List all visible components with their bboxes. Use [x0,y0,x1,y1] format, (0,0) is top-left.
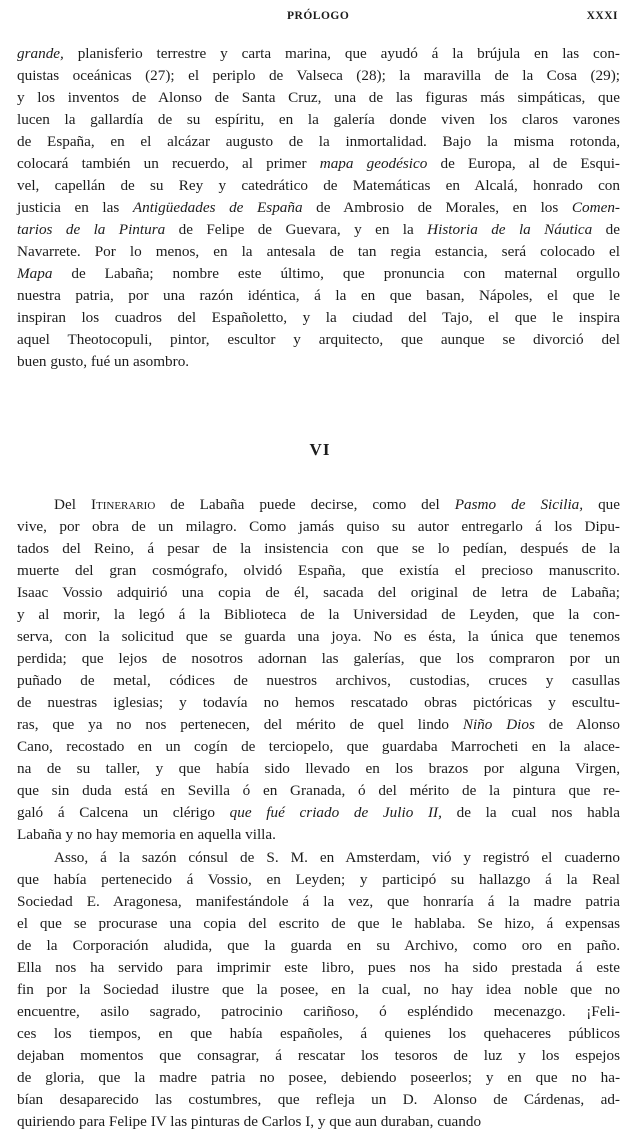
italic-text: Pasmo de Sicilia, [454,496,584,513]
text-run: de Europa, al de Esqui- [427,155,620,172]
text-line [17,175,620,197]
text-line [17,560,620,582]
text-line [17,626,620,648]
text-line [17,109,620,131]
text-run: aquel Theotocopuli, pintor, escultor y arquitecto, que aunque se divorció del [17,331,620,348]
text-run: colocará también un recuerdo, al primer [17,155,320,172]
text-run: quistas oceánicas (27); el periplo de Valseca (28); la maravilla de la Cosa (29); [17,67,620,84]
text-run: nuestra patria, por una razón idéntica, á la en que basan, Nápoles, el que le [17,287,620,304]
text-line [17,1089,620,1111]
text-line [17,913,620,935]
text-run: lucen la gallardía de su espíritu, en la galería donde viven los claros varones [17,111,620,128]
italic-text: Niño Dios [462,716,535,733]
text-line [17,494,620,516]
text-run: Labaña y no hay memoria en aquella villa. [17,826,276,843]
text-line [17,1067,620,1089]
text-run: ras, que ya no nos pertenecen, del mérito de quel lindo [17,716,463,733]
text-line [17,1111,620,1133]
text-run: Del [54,496,91,513]
text-line [17,1023,620,1045]
text-run: de la cual nos habla [441,804,621,821]
text-run: de España, en el alcázar augusto de la inmortalidad. Bajo la misma rotonda, [17,133,620,150]
text-run: inspiran los cuadros del Españoletto, y la ciudad del Tajo, el que le inspira [17,309,620,326]
text-line [17,979,620,1001]
text-line [17,582,620,604]
text-line [17,957,620,979]
text-line [17,736,620,758]
text-line [17,307,620,329]
text-run: vel, capellán de su Rey y catedrático de Matemáticas en Alcalá, honrado con [17,177,620,194]
text-run: de Ambrosio de Morales, en los [302,199,572,216]
text-run: Ella nos ha servido para imprimir este libro, pues nos ha sido prestada á este [17,959,620,976]
italic-text: tarios de la Pintura [17,221,166,238]
text-run: que sin duda está en Sevilla ó en Granada, ó del mérito de la pintura que re- [17,782,620,799]
text-line [17,891,620,913]
text-run: de Felipe de Guevara, y en la [165,221,428,238]
text-run: encuentre, asilo sagrado, patrocinio cariñoso, ó espléndido mecenazgo. ¡Feli- [17,1003,620,1020]
text-line [17,670,620,692]
text-line [17,780,620,802]
text-run: que [583,496,621,513]
text-line [17,802,620,824]
italic-text: Comen- [571,199,620,216]
text-run: Navarrete. Por lo menos, en la antesala de tan regia estancia, será colocado el [17,243,620,260]
text-run: galó á Calcena un clérigo [17,804,230,821]
text-line [17,285,620,307]
text-run: el que se procurase una copia del escrito de que le hablaba. Se hizo, á expensas [17,915,620,932]
paragraph-3 [17,847,620,1133]
text-line [17,824,620,846]
text-line [17,714,620,736]
section-heading: VI [309,440,331,459]
italic-text: Historia de la Náutica [427,221,593,238]
text-run: tados del Reino, á pesar de la insistencia con que se lo pedían, después de la [17,540,620,557]
italic-text: Antigüedades de España [132,199,303,216]
text-run: de Labaña; nombre este último, que pronuncia con maternal orgullo [52,265,620,282]
text-line [17,241,620,263]
text-line [17,516,620,538]
text-line [17,65,620,87]
text-run: serva, con la solicitud que se guarda una joya. No es ésta, la única que tenemos [17,628,620,645]
text-run: quiriendo para Felipe IV las pinturas de Carlos I, y que aun duraban, cuando [17,1113,482,1130]
text-line [17,869,620,891]
text-run: fin por la Sociedad ilustre que la posee, en la cual, no hay idea noble que no [17,981,620,998]
text-run: justicia en las [17,199,133,216]
text-run: y al morir, la legó á la Biblioteca de la Universidad de Leyden, que la con- [17,606,620,623]
text-line [17,263,620,285]
text-run: de Labaña puede decirse, como del [155,496,455,513]
text-line [17,131,620,153]
text-run: de Alonso [534,716,620,733]
text-run: de gloria, que la madre patria no posee, debiendo poseerlos; y en que no ha- [17,1069,620,1086]
text-line [17,153,620,175]
text-run: bían desaparecido las costumbres, que refleja un D. Alonso de Cárdenas, ad- [17,1091,620,1108]
text-line [17,648,620,670]
text-run: Isaac Vossio adquirió una copia de él, sacada del original de letra de Labaña; [17,584,620,601]
text-run: Cano, recostado en un cogín de terciopelo, que guardaba Marrocheti en la alace- [17,738,620,755]
text-run: muerte del gran cosmógrafo, olvidó España, que existía el precioso manuscrito. [17,562,620,579]
italic-text: que fué criado de Julio II, [229,804,442,821]
text-run: y los inventos de Alonso de Santa Cruz, una de las figuras más simpáticas, que [17,89,620,106]
italic-text: mapa geodésico [319,155,428,172]
running-head-title: PRÓLOGO [287,10,350,22]
text-run: vive, por obra de un milagro. Como jamás quiso su autor entregarlo á los Dipu- [17,518,620,535]
text-line [17,1001,620,1023]
text-line [17,935,620,957]
text-run: planisferio terrestre y carta marina, que ayudó á la brújula en las con- [63,45,620,62]
text-line [17,538,620,560]
text-line [17,1045,620,1067]
page-number: XXXI [586,10,618,22]
text-line [17,758,620,780]
paragraph-2 [17,494,620,846]
italic-text: Mapa [17,265,53,282]
italic-text: grande, [17,45,64,62]
text-line [17,197,620,219]
text-run: de nuestras iglesias; y todavía no hemos rescatado obras pictóricas y escultu- [17,694,620,711]
text-run: Sociedad E. Aragonesa, manifestándole á la vez, que honraría á la madre patria [17,893,620,910]
paragraph-1 [17,43,620,373]
text-run: de [592,221,620,238]
text-run: buen gusto, fué un asombro. [17,353,190,370]
text-line [17,604,620,626]
text-line [17,87,620,109]
text-line [17,351,620,373]
text-run: dejaban momentos que consagrar, á rescatar los tesoros de luz y los espejos [17,1047,620,1064]
text-run: que había pertenecido á Vossio, en Leyden; y participó su hallazgo á la Real [17,871,620,888]
text-line [17,219,620,241]
text-run: ces los tiempos, en que había españoles, á quienes los quehaceres públicos [17,1025,620,1042]
text-line [17,329,620,351]
small-caps-text: Itinerario [90,496,156,513]
text-line [17,847,620,869]
text-run: puñado de metal, códices de nuestros archivos, custodias, cruces y casullas [17,672,620,689]
text-run: Asso, á la sazón cónsul de S. M. en Amsterdam, vió y registró el cuaderno [54,849,620,866]
text-run: na de su taller, y que había sido llevado en los brazos por alguna Virgen, [17,760,620,777]
text-line [17,692,620,714]
running-head [17,10,620,30]
text-run: perdida; que lejos de nosotros adornan las galerías, que los compraron por un [17,650,620,667]
text-run: de la Corporación aludida, que la guarda en su Archivo, como oro en paño. [17,937,620,954]
text-line [17,43,620,65]
